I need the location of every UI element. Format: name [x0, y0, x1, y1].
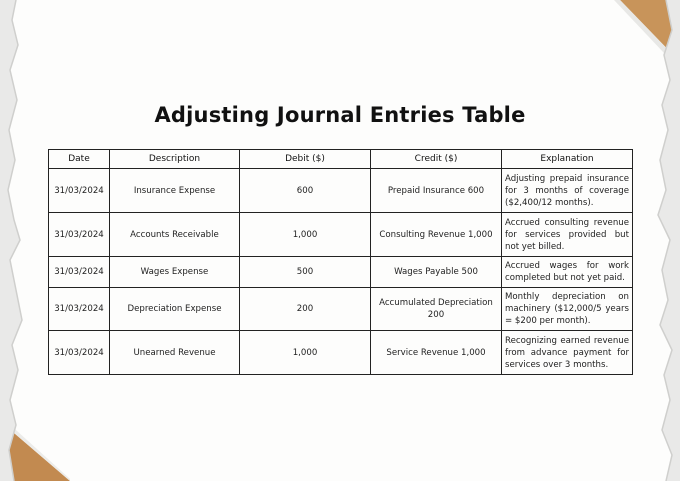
column-header-description: Description: [110, 150, 240, 169]
cell-credit: Service Revenue 1,000: [371, 331, 502, 375]
cell-description: Depreciation Expense: [110, 288, 240, 331]
cell-debit: 200: [240, 288, 371, 331]
cell-description: Insurance Expense: [110, 169, 240, 213]
cell-explanation: Monthly depreciation on machinery ($12,000/5 years = $200 per month).: [502, 288, 633, 331]
table-header-row: [49, 150, 633, 169]
cell-credit: Prepaid Insurance 600: [371, 169, 502, 213]
table-row: [49, 169, 633, 213]
cell-credit: Accumulated Depreciation 200: [371, 288, 502, 331]
table-row: [49, 288, 633, 331]
cell-credit: Wages Payable 500: [371, 257, 502, 288]
column-header-date: Date: [49, 150, 110, 169]
cell-date: 31/03/2024: [49, 331, 110, 375]
table-row: [49, 331, 633, 375]
cell-debit: 500: [240, 257, 371, 288]
cell-debit: 1,000: [240, 213, 371, 257]
cell-explanation: Accrued consulting revenue for services provided but not yet billed.: [502, 213, 633, 257]
table-row: [49, 257, 633, 288]
torn-edge-right: [636, 0, 680, 481]
cell-date: 31/03/2024: [49, 169, 110, 213]
cell-credit: Consulting Revenue 1,000: [371, 213, 502, 257]
cell-description: Accounts Receivable: [110, 213, 240, 257]
page-title: Adjusting Journal Entries Table: [154, 103, 526, 127]
cell-explanation: Accrued wages for work completed but not yet paid.: [502, 257, 633, 288]
torn-edge-left: [0, 0, 40, 481]
cell-explanation: Recognizing earned revenue from advance payment for services over 3 months.: [502, 331, 633, 375]
cell-date: 31/03/2024: [49, 213, 110, 257]
column-header-explanation: Explanation: [502, 150, 633, 169]
cell-date: 31/03/2024: [49, 257, 110, 288]
cell-explanation: Adjusting prepaid insurance for 3 months of coverage ($2,400/12 months).: [502, 169, 633, 213]
column-header-debit: Debit ($): [240, 150, 371, 169]
column-header-credit: Credit ($): [371, 150, 502, 169]
cell-description: Wages Expense: [110, 257, 240, 288]
cell-debit: 1,000: [240, 331, 371, 375]
journal-entries-table: [48, 149, 633, 375]
table-row: [49, 213, 633, 257]
cell-debit: 600: [240, 169, 371, 213]
cell-date: 31/03/2024: [49, 288, 110, 331]
cell-description: Unearned Revenue: [110, 331, 240, 375]
